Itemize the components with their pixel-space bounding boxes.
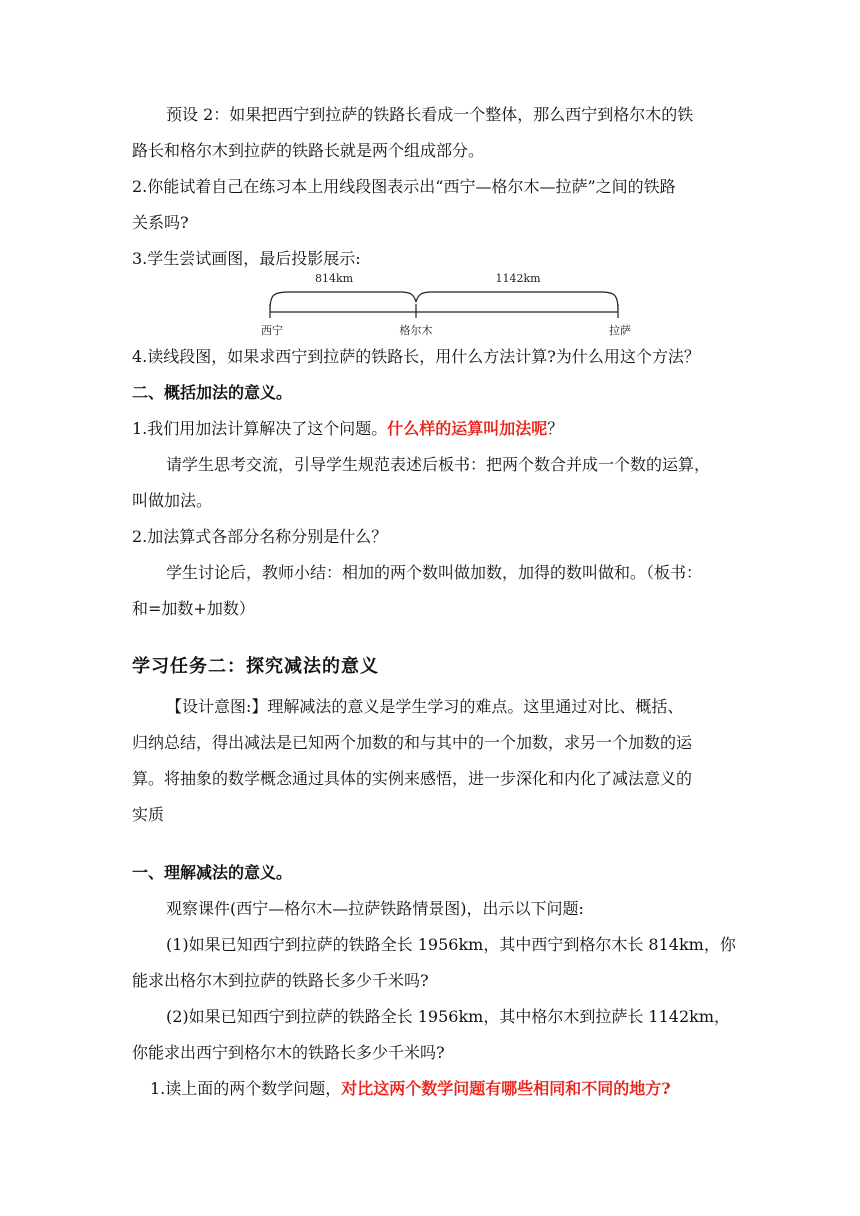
design-intent-line3: 算。将抽象的数学概念通过具体的实例来感悟，进一步深化和内化了减法意义的	[132, 769, 693, 788]
paragraph-item3: 3.学生尝试画图，最后投影展示:	[132, 249, 361, 268]
segment-label-1142: 1142km	[495, 272, 541, 285]
question1-line1: (1)如果已知西宁到拉萨的铁路全长 1956km，其中西宁到格尔木长 814km，你	[166, 935, 736, 954]
design-intent-line2: 归纳总结，得出减法是已知两个加数的和与其中的一个加数，求另一个加数的运	[132, 733, 693, 752]
label-lasa: 拉萨	[609, 324, 631, 337]
design-intent-line4: 实质	[132, 805, 165, 824]
task2-heading: 学习任务二：探究减法的意义	[132, 656, 379, 677]
paragraph-item4: 4.读线段图，如果求西宁到拉萨的铁路长，用什么方法计算?为什么用这个方法？	[132, 347, 700, 366]
section-heading-addition: 二、概括加法的意义。	[132, 383, 293, 402]
compare-text: 1.读上面的两个数学问题，	[150, 1079, 342, 1098]
compare-highlight: 对比这两个数学问题有哪些相同和不同的地方?	[341, 1079, 671, 1098]
question2-line2: 你能求出西宁到格尔木的铁路长多少千米吗?	[132, 1043, 445, 1062]
section-heading-subtraction: 一、理解减法的意义。	[132, 863, 293, 882]
paragraph-observe: 观察课件(西宁—格尔木—拉萨铁路情景图)，出示以下问题:	[166, 899, 584, 918]
paragraph-summary-line1: 学生讨论后，教师小结：相加的两个数叫做加数，加得的数叫做和。（板书：	[166, 563, 703, 582]
paragraph-addition-q2: 2.加法算式各部分名称分别是什么？	[132, 527, 388, 546]
paragraph-item2-line1: 2.你能试着自己在练习本上用线段图表示出“西宁—格尔木—拉萨”之间的铁路	[132, 177, 676, 196]
paragraph-item2-line2: 关系吗?	[132, 213, 189, 232]
q1-mark: ？	[547, 419, 564, 438]
paragraph-preset2-line1: 预设 2：如果把西宁到拉萨的铁路长看成一个整体，那么西宁到格尔木的铁	[166, 105, 694, 124]
question1-line2: 能求出格尔木到拉萨的铁路长多少千米吗?	[132, 971, 429, 990]
q1-highlight: 什么样的运算叫加法呢	[387, 419, 548, 438]
paragraph-summary-line2: 和=加数+加数）	[132, 599, 255, 618]
brace-over-segments	[270, 292, 618, 310]
segment-label-814: 814km	[314, 272, 354, 285]
paragraph-preset2-line2: 路长和格尔木到拉萨的铁路长就是两个组成部分。	[132, 141, 485, 160]
q1-text: 1.我们用加法计算解决了这个问题。	[132, 419, 388, 438]
label-geermu: 格尔木	[399, 324, 433, 337]
design-intent-line1: 【设计意图:】理解减法的意义是学生学习的难点。这里通过对比、概括、	[166, 697, 684, 716]
paragraph-board-line1: 请学生思考交流，引导学生规范表述后板书：把两个数合并成一个数的运算，	[166, 455, 711, 474]
paragraph-addition-q1	[132, 418, 732, 440]
paragraph-compare	[150, 1078, 750, 1100]
label-xining: 西宁	[261, 324, 283, 337]
paragraph-board-line2: 叫做加法。	[132, 491, 213, 510]
line-segment-diagram	[250, 268, 650, 340]
question2-line1: (2)如果已知西宁到拉萨的铁路全长 1956km，其中格尔木到拉萨长 1142km，	[166, 1007, 731, 1026]
